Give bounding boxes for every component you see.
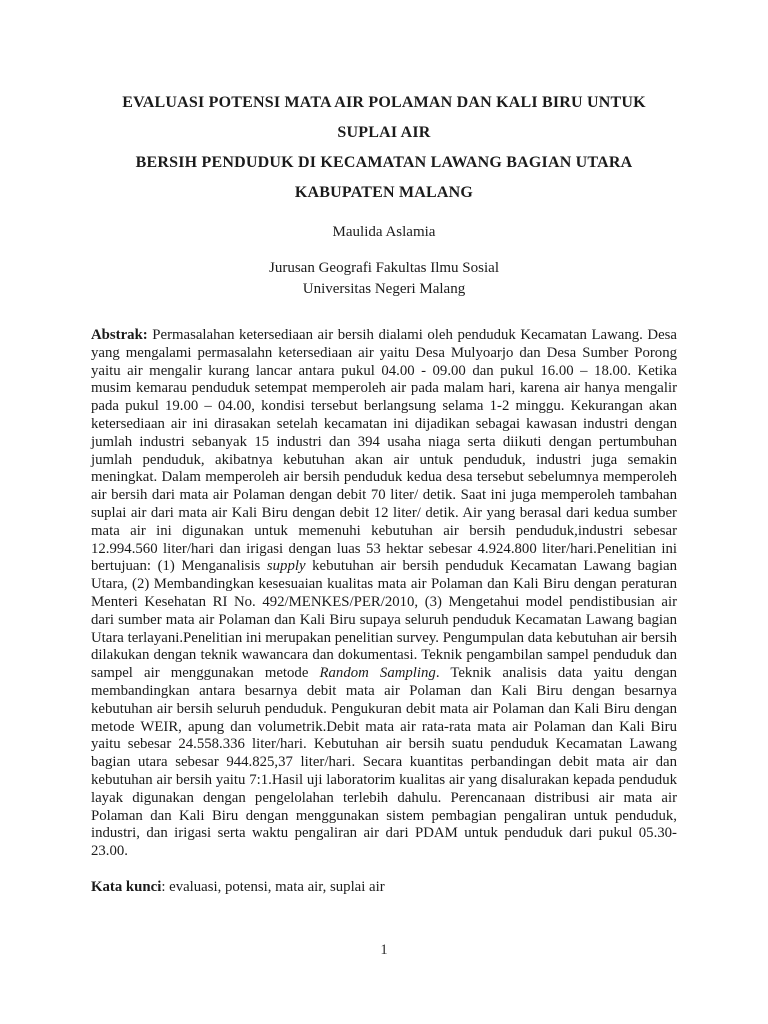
keywords-line — [91, 879, 677, 897]
page-number: 1 — [380, 942, 388, 958]
paper-title — [91, 88, 677, 208]
keywords-label: Kata kunci — [91, 878, 162, 895]
affiliation-line-2: Universitas Negeri Malang — [302, 281, 466, 297]
affiliation-block — [91, 258, 677, 300]
paper-title-line-1: EVALUASI POTENSI MATA AIR POLAMAN DAN KALI BIRU UNTUK SUPLAI AIR — [122, 94, 646, 141]
abstract-paragraph: Abstrak: Permasalahan ketersediaan air bersih dialami oleh penduduk Kecamatan Lawang. Desa yang mengalami permasalahn ketersediaan air yaitu Desa Mulyoarjo dan Desa Sumber Porong yaitu air mengalir kurang lancar antara pukul 04.00 - 09.00 dan pukul 16.00 – 18.00. Ketika musim kemarau penduduk setempat memperoleh air pada malam hari, karena air hanya mengalir pada pukul 19.00 – 04.00, kondisi tersebut berlangsung selama 1-2 minggu. Kekurangan akan ketersediaan air ini dirasakan setelah kecamatan ini dijadikan sebagai kawasan industri dengan jumlah industri sebanyak 15 industri dan 394 usaha niaga serta diikuti dengan pertumbuhan jumlah penduduk, akibatnya kebutuhan akan air untuk penduduk, industri juga semakin meningkat. Dalam memperoleh air bersih penduduk kedua desa tersebut sebelumnya memperoleh air bersih dari mata air Polaman dengan debit 70 liter/ detik. Saat ini juga memperoleh tambahan suplai air dari mata air Kali Biru dengan debit 12 liter/ detik. Air yang berasal dari kedua sumber mata air ini digunakan untuk memenuhi kebutuhan air bersih penduduk,industri sebesar 12.994.560 liter/hari dan irigasi dengan luas 53 hektar sebesar 4.924.800 liter/hari.Penelitian ini bertujuan: (1) Menganalisis supply kebutuhan air bersih penduduk Kecamatan Lawang bagian Utara, (2) Membandingkan kesesuaian kualitas mata air Polaman dan Kali Biru dengan peraturan Menteri Kesehatan RI No. 492/MENKES/PER/2010, (3) Mengetahui model pendistibusian air dari sumber mata air Polaman dan Kali Biru supaya seluruh penduduk Kecamatan Lawang bagian Utara terlayani.Penelitian ini merupakan penelitian survey. Pengumpulan data kebutuhan air bersih dilakukan dengan teknik wawancara dan dokumentasi. Teknik pengambilan sampel penduduk dan sampel air menggunakan metode Random Sampling. Teknik analisis data yaitu dengan membandingkan antara besarnya debit mata air Polaman dan Kali Biru dengan besarnya kebutuhan air bersih seluruh penduduk. Pengukuran debit mata air Polaman dan Kali Biru dengan metode WEIR, apung dan volumetrik.Debit mata air rata-rata mata air Polaman dan Kali Biru yaitu sebesar 24.558.336 liter/hari. Kebutuhan air bersih suatu penduduk Kecamatan Lawang bagian utara sebesar 944.825,37 liter/hari. Secara kuantitas perbandingan debit mata air dan kebutuhan air bersih yaitu 7:1.Hasil uji laboratorim kualitas air yang disalurakan kepada penduduk layak digunakan dengan pengelolahan terlebih dahulu. Perencanaan distribusi air mata air Polaman dan Kali Biru dengan menggunakan sistem pembagian pengaliran untuk penduduk, industri, dan irigasi serta waktu pengaliran air dari PDAM untuk penduduk dari pukul 05.30-23.00. — [91, 327, 678, 860]
affiliation-line-1: Jurusan Geografi Fakultas Ilmu Sosial — [269, 260, 499, 276]
paper-title-line-2: BERSIH PENDUDUK DI KECAMATAN LAWANG BAGIAN UTARA — [135, 154, 633, 171]
paper-title-line-3: KABUPATEN MALANG — [294, 184, 474, 201]
keywords-text: : evaluasi, potensi, mata air, suplai air — [161, 878, 385, 895]
author-name: Maulida Aslamia — [332, 224, 436, 240]
page-content — [0, 88, 768, 897]
